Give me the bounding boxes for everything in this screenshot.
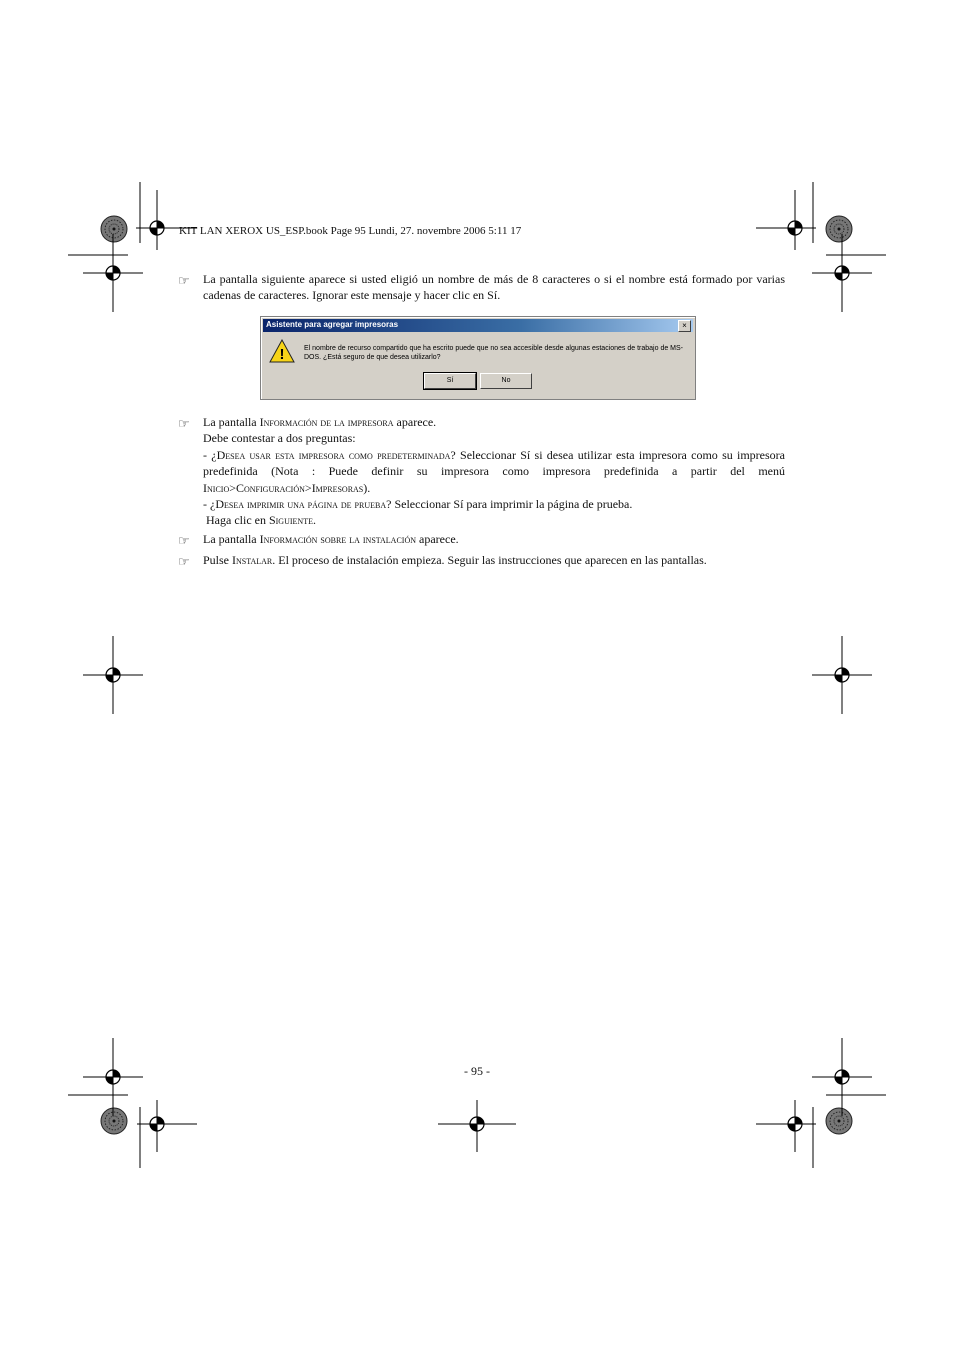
- instruction-3: La pantalla Información sobre la instalación aparece.: [203, 532, 459, 546]
- instruction-1: La pantalla siguiente aparece si usted eligió un nombre de más de 8 caracteres o si el nombre está formado por varias cadenas de caracteres. Ignorar este mensaje y hacer clic en Sí.: [203, 272, 785, 303]
- color-target-icon: [826, 216, 852, 242]
- page-number: - 95 -: [464, 1064, 490, 1078]
- close-icon[interactable]: ×: [678, 320, 691, 332]
- pointing-hand-icon: ☞: [178, 554, 190, 569]
- warning-glyph: !: [279, 346, 285, 363]
- yes-button[interactable]: Sí: [424, 373, 476, 389]
- color-target-icon: [101, 216, 127, 242]
- instruction-4: Pulse Instalar. El proceso de instalación empieza. Seguir las instrucciones que aparecen en las pantallas.: [203, 553, 707, 567]
- color-target-icon: [101, 1108, 127, 1134]
- pointing-hand-icon: ☞: [178, 273, 190, 288]
- dialog-message: El nombre de recurso compartido que ha escrito puede que no sea accesible desde algunas estaciones de trabajo de MS-DOS. ¿Está seguro de que desea utilizarlo?: [304, 345, 684, 361]
- color-target-icon: [826, 1108, 852, 1134]
- no-button[interactable]: No: [480, 373, 532, 389]
- dialog-title: Asistente para agregar impresoras: [266, 320, 399, 329]
- pointing-hand-icon: ☞: [178, 416, 190, 431]
- pointing-hand-icon: ☞: [178, 533, 190, 548]
- instruction-2: La pantalla Información de la impresora aparece. Debe contestar a dos preguntas: - ¿Desea usar esta impresora como predeterminada? Seleccionar Sí si desea utilizar esta impresora como su impresora predefinida (Nota : Puede definir su impresora como impresora predefinida a partir del menú Inicio>Configuración>Impresoras). - ¿Desea imprimir una página de prueba? Seleccionar Sí para imprimir la página de prueba. Haga clic en Siguiente.: [203, 415, 785, 528]
- book-header: KIT LAN XEROX US_ESP.book Page 95 Lundi, 27. novembre 2006 5:11 17: [179, 225, 522, 237]
